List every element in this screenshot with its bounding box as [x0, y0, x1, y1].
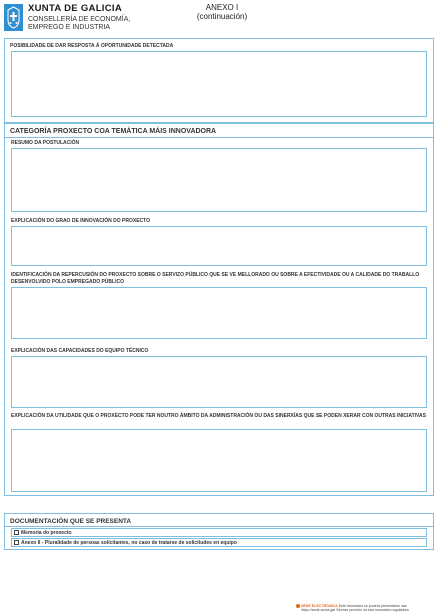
doc-item-label: Memoria do proxecto — [21, 529, 72, 536]
field-label-summary: RESUMO DA POSTULACIÓN — [11, 140, 80, 146]
footer-link[interactable]: https://sede.xunta.gal — [301, 608, 336, 612]
field-label-utility: EXPLICACIÓN DA UTILIDADE QUE O PROXECTO PODE TER NOUTRO ÁMBITO DA ADMINISTRACIÓN OU DAS SINERXÍAS QUE SE PODEN XERAR CON OUTRAS INICIATIVAS — [11, 413, 426, 419]
xunta-logo — [4, 4, 23, 31]
annex-title-sub: (continuación) — [196, 12, 248, 21]
field-label-innovation: EXPLICACIÓN DO GRAO DE INNOVACIÓN DO PROXECTO — [11, 218, 150, 224]
checkbox-project-memory[interactable] — [14, 530, 19, 535]
org-subtitle-line-1: CONSELLERÍA DE ECONOMÍA, — [28, 16, 131, 23]
doc-item-label: Anexo II - Pluralidade de persoas solicitantes, no caso de tratarse de solicitudes en equipo — [21, 539, 237, 546]
sede-icon — [296, 604, 300, 608]
section-opportunity — [4, 38, 434, 123]
section-innovative-title: CATEGORÍA PROXECTO COA TEMÁTICA MÁIS INNOVADORA — [10, 128, 217, 135]
documentation-divider — [5, 526, 433, 527]
org-title: XUNTA DE GALICIA — [28, 3, 122, 14]
doc-item-project-memory — [11, 528, 427, 537]
org-subtitle — [28, 16, 130, 32]
field-label-team-capabilities: EXPLICACIÓN DAS CAPACIDADES DO EQUIPO TÉCNICO — [11, 348, 149, 354]
utility-textarea[interactable] — [11, 429, 427, 492]
summary-textarea[interactable] — [11, 148, 427, 212]
doc-item-annex-ii — [11, 538, 427, 547]
section-divider — [5, 137, 433, 138]
org-subtitle-line-2: EMPREGO E INDUSTRIA — [28, 24, 111, 31]
impact-textarea[interactable] — [11, 287, 427, 339]
footer-note — [301, 604, 435, 612]
section-innovative-project — [4, 123, 434, 496]
checkbox-annex-ii[interactable] — [14, 540, 19, 545]
section-documentation — [4, 513, 434, 550]
footer-line-1: Este formulario só poderá presentarse nas — [338, 604, 407, 608]
section-opportunity-title: POSIBILIDADE DE DAR RESPOSTA Á OPORTUNIDADE DETECTADA — [10, 43, 174, 49]
sede-label: SEDE ELECTRÓNICA — [301, 604, 338, 608]
field-label-impact: IDENTIFICACIÓN DA REPERCUSIÓN DO PROXECTO SOBRE O SERVIZO PÚBLICO QUE SE VE MELLORADO OU SOBRE A EFECTIVIDADE OU A CALIDADE DO TRABALLO DESENVOLVIDO POLO EMPREGADO PÚBLICO — [11, 272, 420, 285]
opportunity-textarea[interactable] — [11, 51, 427, 117]
annex-title — [190, 3, 254, 21]
innovation-textarea[interactable] — [11, 226, 427, 266]
team-capabilities-textarea[interactable] — [11, 356, 427, 408]
section-documentation-title: DOCUMENTACIÓN QUE SE PRESENTA — [10, 518, 132, 525]
footer-line-3: Sinrese previsto na súa normativa reguladora — [336, 608, 409, 612]
annex-title-main: ANEXO I — [205, 3, 239, 12]
galicia-emblem-icon — [4, 4, 23, 31]
